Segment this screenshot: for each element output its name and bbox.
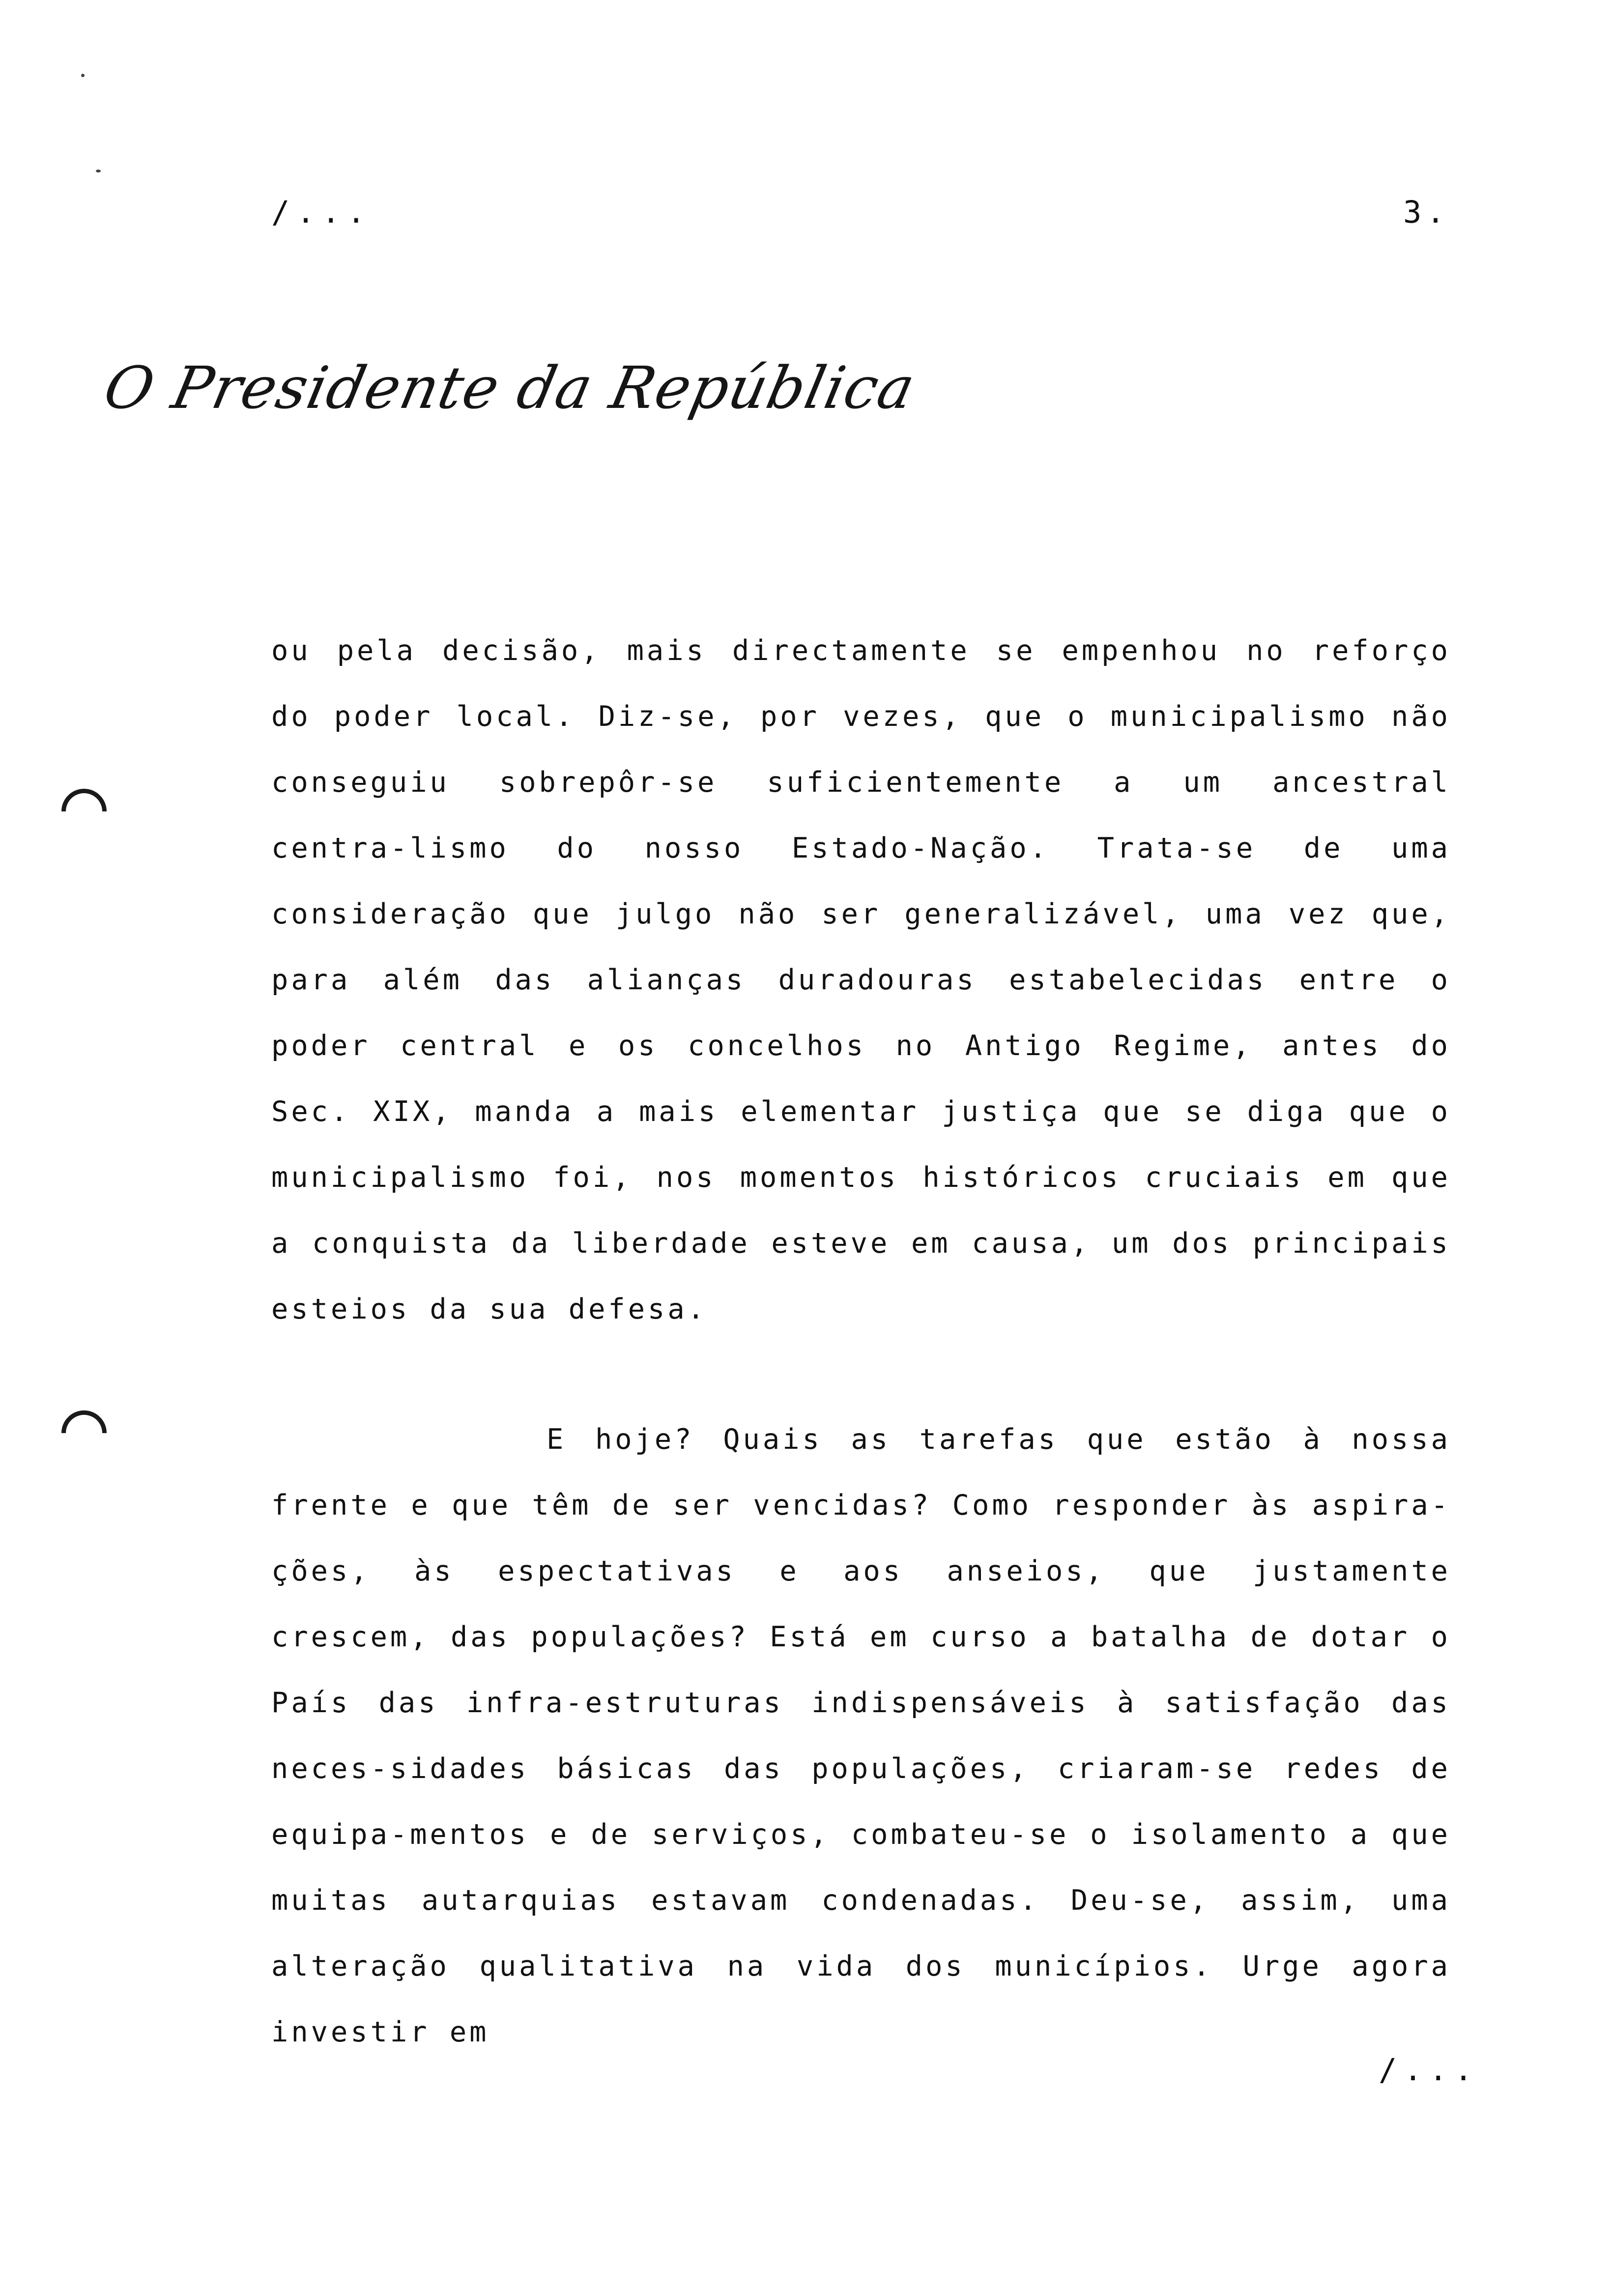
continuation-marker-bottom: /... [1379, 2052, 1480, 2088]
letterhead-title: O Presidente da República [98, 354, 921, 422]
scan-speck [81, 74, 85, 77]
binding-hole-mark [52, 779, 116, 843]
body-paragraph-1: ou pela decisão, mais directamente se empenhou no reforço do poder local. Diz-se, por vezes, que o municipalismo não conseguiu sobrepôr-se suficientemente a um ancestral centra-lismo do nosso Estado-Nação. Trata-se de uma consideração que julgo não ser generalizável, uma vez que, para além das alianças duradouras estabelecidas entre o poder central e os concelhos no Antigo Regime, antes do Sec. XIX, manda a mais elementar justiça que se diga que o municipalismo foi, nos momentos históricos cruciais em que a conquista da liberdade esteve em causa, um dos principais esteios da sua defesa. [271, 634, 1451, 1325]
body-paragraph-2: E hoje? Quais as tarefas que estão à nossa frente e que têm de ser vencidas? Como responder às aspira-ções, às espectativas e aos anseios, que justamente crescem, das populações? Está em curso a batalha de dotar o País das infra-estruturas indispensáveis à satisfação das neces-sidades básicas das populações, criaram-se redes de equipa-mentos e de serviços, combateu-se o isolamento a que muitas autarquias estavam condenadas. Deu-se, assim, uma alteração qualitativa na vida dos municípios. Urge agora investir em [271, 1423, 1451, 2048]
binding-hole-mark [52, 1401, 116, 1465]
continuation-marker-top: /... [271, 194, 373, 230]
scan-speck [96, 170, 101, 172]
page-number: 3. [1403, 194, 1450, 230]
